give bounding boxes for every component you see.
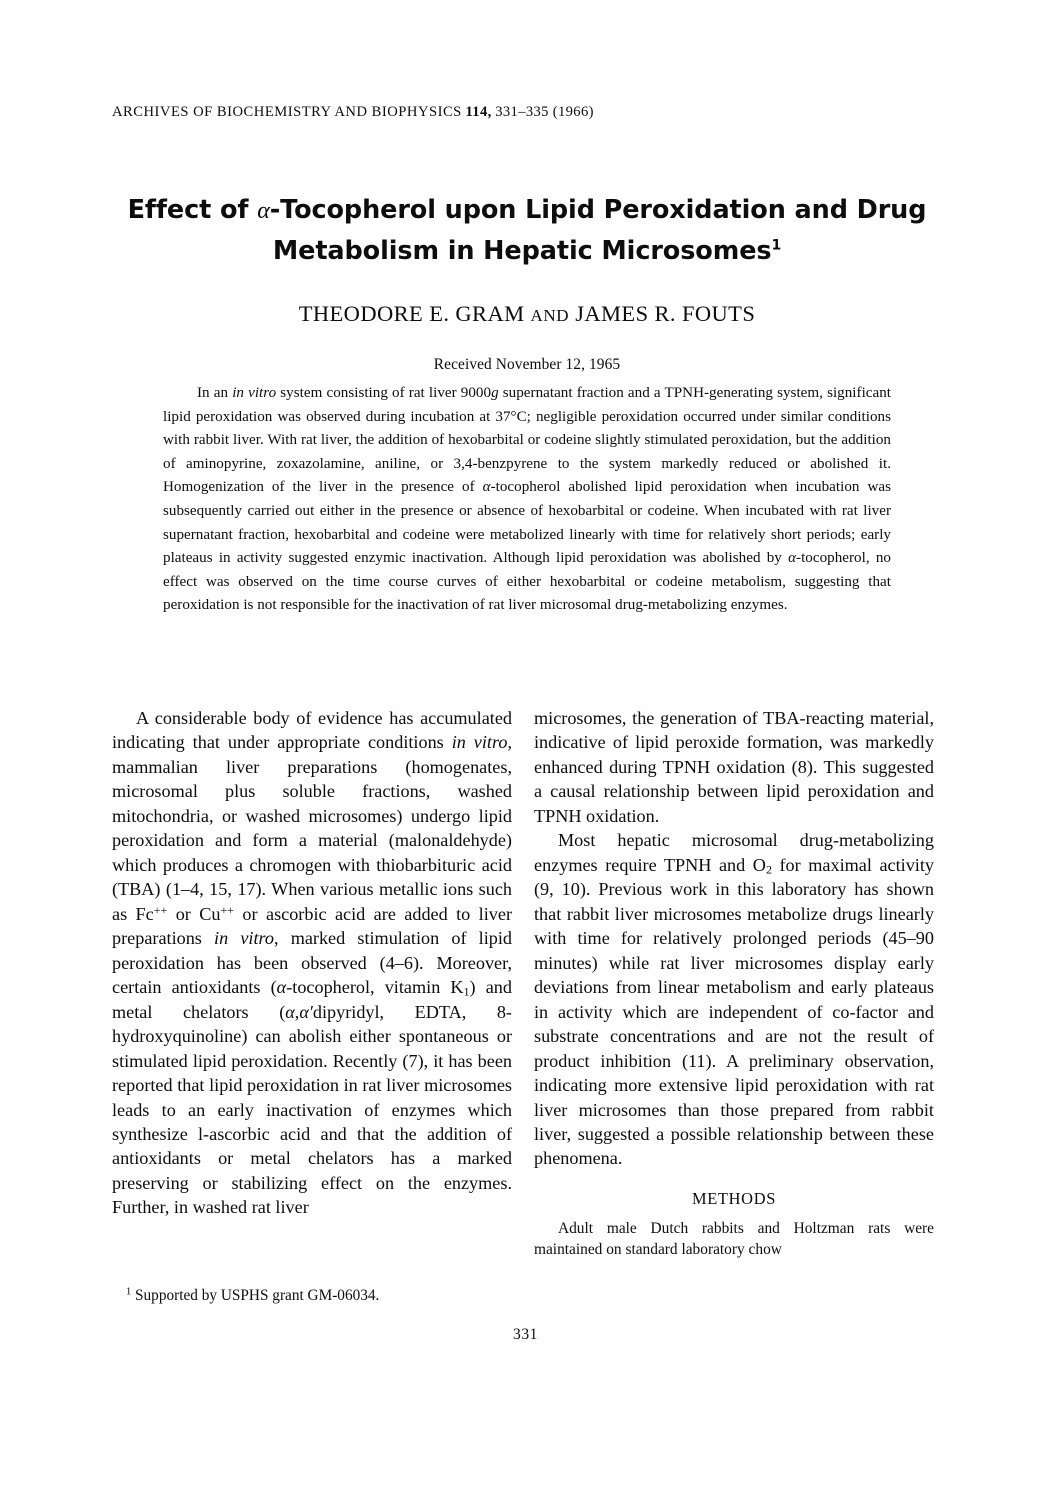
alpha-symbol: α bbox=[257, 198, 270, 224]
title-line-2: Metabolism in Hepatic Microsomes bbox=[272, 235, 772, 266]
title-footnote-marker: 1 bbox=[771, 237, 782, 254]
author-list bbox=[112, 301, 942, 327]
abstract-seg-5: -tocopherol, no effect was observed on the time course curves of either hexobarbital or codeine metabolism, suggesting that peroxidation is not responsible for the inactivation of rat liver microsomal drug-metabolizing enzymes. bbox=[163, 550, 891, 614]
left-seg-4: or ascorbic acid are added to liver preparations bbox=[112, 903, 513, 949]
author-conjunction: AND bbox=[530, 306, 570, 326]
journal-running-head bbox=[112, 104, 942, 121]
received-date: Received November 12, 1965 bbox=[433, 356, 621, 374]
abstract-seg-3: supernatant fraction and a TPNH-generating system, significant lipid peroxidation was observed during incubation at 37°C; negligible peroxidation occurred under similar conditions with rabbit liver. With rat liver, the addition of hexobarbital or codeine slightly stimulated peroxidation, but the addition of aminopyrine, zoxazolamine, aniline, or 3,4-benzpyrene to the system markedly reduced or abolished it. Homogenization of the liver in the presence of bbox=[163, 385, 891, 496]
left-seg-9: dipyridyl, EDTA, 8-hydroxyquinoline) can abolish either spontaneous or stimulated lipid peroxidation. Recently (7), it has been reported that lipid peroxidation in rat liver microsomes leads to an early inactivation of enzymes which synthesize l-ascorbic acid and that the addition of antioxidants or metal chelators has a marked preserving or stabilizing effect on the enzymes. Further, in washed rat liver bbox=[112, 1001, 512, 1218]
footnote-marker: 1 bbox=[126, 1286, 132, 1298]
right-seg-1: Most hepatic microsomal drug-metabolizing enzymes require TPNH and O bbox=[534, 830, 934, 875]
left-alpha-1: α bbox=[276, 977, 287, 998]
left-italic-in-vitro-2: in vitro bbox=[214, 928, 274, 949]
left-italic-in-vitro-1: in vitro bbox=[451, 732, 508, 753]
body-column-right bbox=[534, 706, 934, 1260]
footnote-text: Supported by USPHS grant GM-06034. bbox=[131, 1287, 380, 1304]
left-seg-7: ) and metal chelators ( bbox=[112, 977, 512, 1022]
title-block bbox=[112, 190, 942, 374]
body-paragraph-right-1: microsomes, the generation of TBA-reacting material, indicative of lipid peroxide formation, was markedly enhanced during TPNH oxidation (8). This suggested a causal relationship between lipid peroxidation and TPNH oxidation. bbox=[534, 708, 934, 826]
abstract-alpha-2: α bbox=[788, 550, 797, 567]
left-seg-5: , marked stimulation of lipid peroxidation has been observed (4–6). Moreover, certain antioxidants ( bbox=[112, 928, 512, 998]
left-seg-1: A considerable body of evidence has accumulated indicating that under appropriate conditions bbox=[112, 708, 512, 753]
footnote bbox=[112, 1286, 512, 1307]
left-seg-3: or Cu bbox=[167, 903, 221, 924]
title-line-1-prefix: Effect of bbox=[127, 195, 258, 225]
methods-paragraph-1: Adult male Dutch rabbits and Holtzman rats were maintained on standard laboratory chow bbox=[534, 1219, 934, 1259]
page-number: 331 bbox=[513, 1326, 538, 1343]
author-second: JAMES R. FOUTS bbox=[575, 301, 756, 327]
body-paragraph-right-2 bbox=[534, 828, 934, 1171]
body-paragraph-left-1 bbox=[112, 706, 512, 1220]
page-title bbox=[112, 190, 942, 271]
left-alpha-3: α′ bbox=[299, 1001, 313, 1022]
journal-volume: 114, bbox=[465, 104, 492, 120]
abstract bbox=[163, 382, 891, 618]
body-column-left bbox=[112, 706, 512, 1220]
abstract-seg-2: system consisting of rat liver 9000 bbox=[276, 385, 492, 401]
section-heading-methods: METHODS bbox=[691, 1188, 777, 1208]
abstract-italic-in-vitro: in vitro bbox=[232, 385, 277, 401]
left-seg-2: , mammalian liver preparations (homogenates, microsomal plus soluble fractions, washed mitochondria, or washed microsomes) undergo lipid peroxidation and form a material (malonaldehyde) which produces a chromogen with thiobarbituric acid (TBA) (1–4, 15, 17). When various metallic ions such as Fc bbox=[112, 732, 512, 924]
left-sup-cu-charge: ++ bbox=[220, 902, 235, 917]
journal-pages-year: 331–335 (1966) bbox=[495, 104, 594, 120]
abstract-seg-4: -tocopherol abolished lipid peroxidation when incubation was subsequently carried out either in the presence or absence of hexobarbital or codeine. When incubated with rat liver supernatant fraction, hexobarbital and codeine were metabolized linearly with time for relatively short periods; early plateaus in activity suggested enzymic inactivation. Although lipid peroxidation was abolished by bbox=[163, 479, 891, 567]
title-line-1-suffix: -Tocopherol upon Lipid Peroxidation and Drug bbox=[269, 195, 927, 225]
left-alpha-2: α bbox=[285, 1001, 295, 1022]
right-seg-2: for maximal activity (9, 10). Previous work in this laboratory has shown that rabbit liver microsomes metabolize drugs linearly with time for relatively prolonged periods (45–90 minutes) while rat liver microsomes display early deviations from linear metabolism and early plateaus in activity which are independent of co-factor and substrate concentrations and are not the result of product inhibition (11). A preliminary observation, indicating more extensive lipid peroxidation with rat liver microsomes than those prepared from rabbit liver, suggested a possible relationship between these phenomena. bbox=[534, 854, 935, 1169]
abstract-seg-1: In an bbox=[197, 385, 233, 401]
author-first: THEODORE E. GRAM bbox=[298, 301, 525, 327]
right-sub-oxygen: 2 bbox=[765, 862, 772, 877]
journal-name: ARCHIVES OF BIOCHEMISTRY AND BIOPHYSICS bbox=[112, 104, 462, 120]
abstract-alpha-1: α bbox=[482, 479, 491, 496]
left-seg-6: -tocopherol, vitamin K bbox=[286, 977, 464, 998]
left-sub-vitamin-k: 1 bbox=[463, 984, 470, 999]
left-sup-fe-charge: ++ bbox=[153, 902, 168, 917]
abstract-italic-g: g bbox=[491, 385, 499, 401]
left-seg-8: , bbox=[294, 1001, 300, 1022]
